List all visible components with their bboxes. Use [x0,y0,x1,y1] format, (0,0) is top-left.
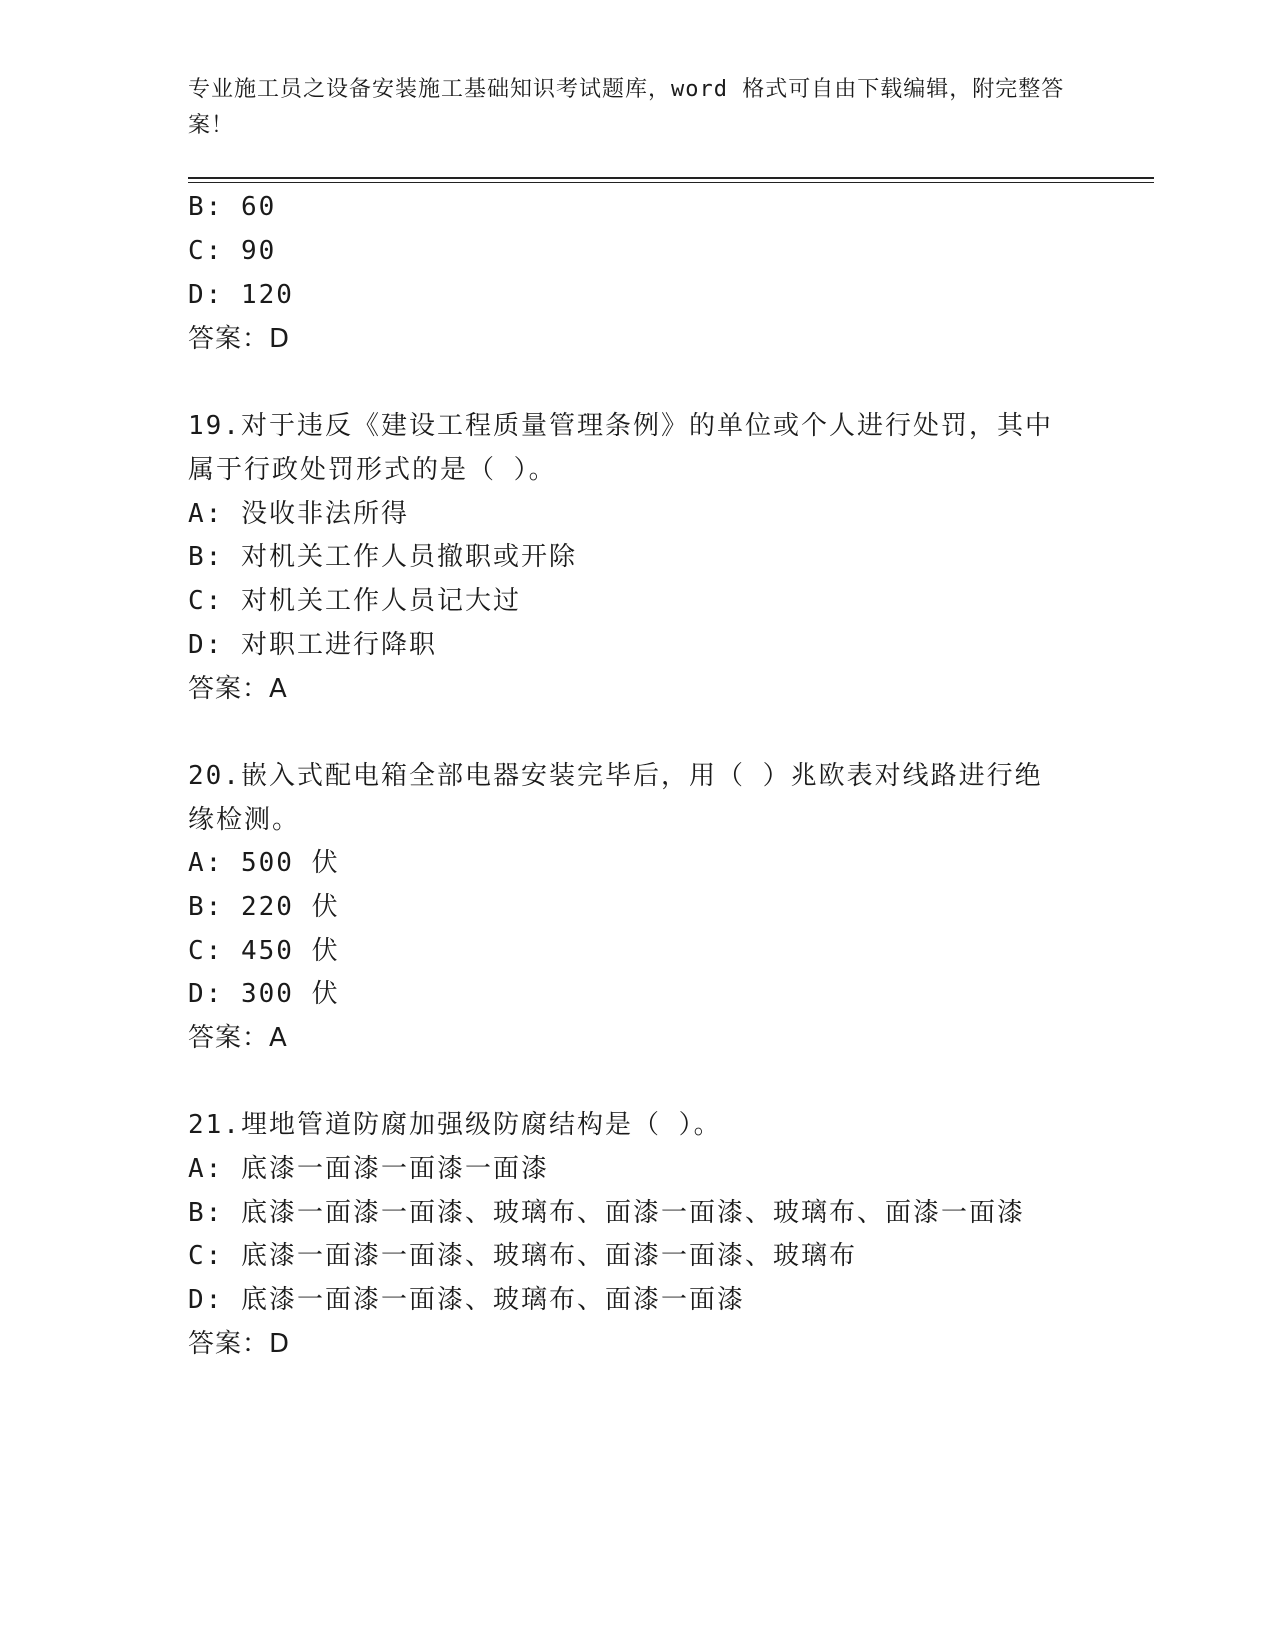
question-20-stem-line2: 缘检测。 [188,805,301,835]
prev-option-d: D: 120 [188,280,294,310]
question-20-option-a: A: 500 伏 [188,848,340,878]
question-19-option-a: A: 没收非法所得 [188,499,409,529]
question-21-option-b: B: 底漆一面漆一面漆、玻璃布、面漆一面漆、玻璃布、面漆一面漆 [188,1198,1025,1228]
question-21-answer: 答案：D [188,1329,291,1359]
question-19-option-b: B: 对机关工作人员撤职或开除 [188,542,577,572]
question-20-stem-line1: 20.嵌入式配电箱全部电器安装完毕后，用（ ）兆欧表对线路进行绝 [188,761,1043,791]
question-21-option-d: D: 底漆一面漆一面漆、玻璃布、面漆一面漆 [188,1285,745,1315]
question-19-stem-line1: 19.对于违反《建设工程质量管理条例》的单位或个人进行处罚，其中 [188,411,1053,441]
question-19-option-c: C: 对机关工作人员记大过 [188,586,521,616]
prev-answer: 答案：D [188,324,291,354]
question-20-answer: 答案：A [188,1023,288,1053]
question-19-stem-line2: 属于行政处罚形式的是（ ）。 [188,455,557,485]
question-21-option-c: C: 底漆一面漆一面漆、玻璃布、面漆一面漆、玻璃布 [188,1241,857,1271]
question-20-option-b: B: 220 伏 [188,892,340,922]
header-divider-thin [188,182,1154,183]
prev-option-b: B: 60 [188,192,277,222]
document-header: 专业施工员之设备安装施工基础知识考试题库，word 格式可自由下载编辑，附完整答案！ [188,77,1065,138]
question-21-stem: 21.埋地管道防腐加强级防腐结构是（ ）。 [188,1110,722,1140]
question-20-option-c: C: 450 伏 [188,936,340,966]
prev-option-c: C: 90 [188,236,277,266]
header-divider-thick [188,177,1154,179]
question-19-answer: 答案：A [188,674,288,704]
question-19-option-d: D: 对职工进行降职 [188,630,437,660]
question-20-option-d: D: 300 伏 [188,979,340,1009]
question-21-option-a: A: 底漆一面漆一面漆一面漆 [188,1154,549,1184]
